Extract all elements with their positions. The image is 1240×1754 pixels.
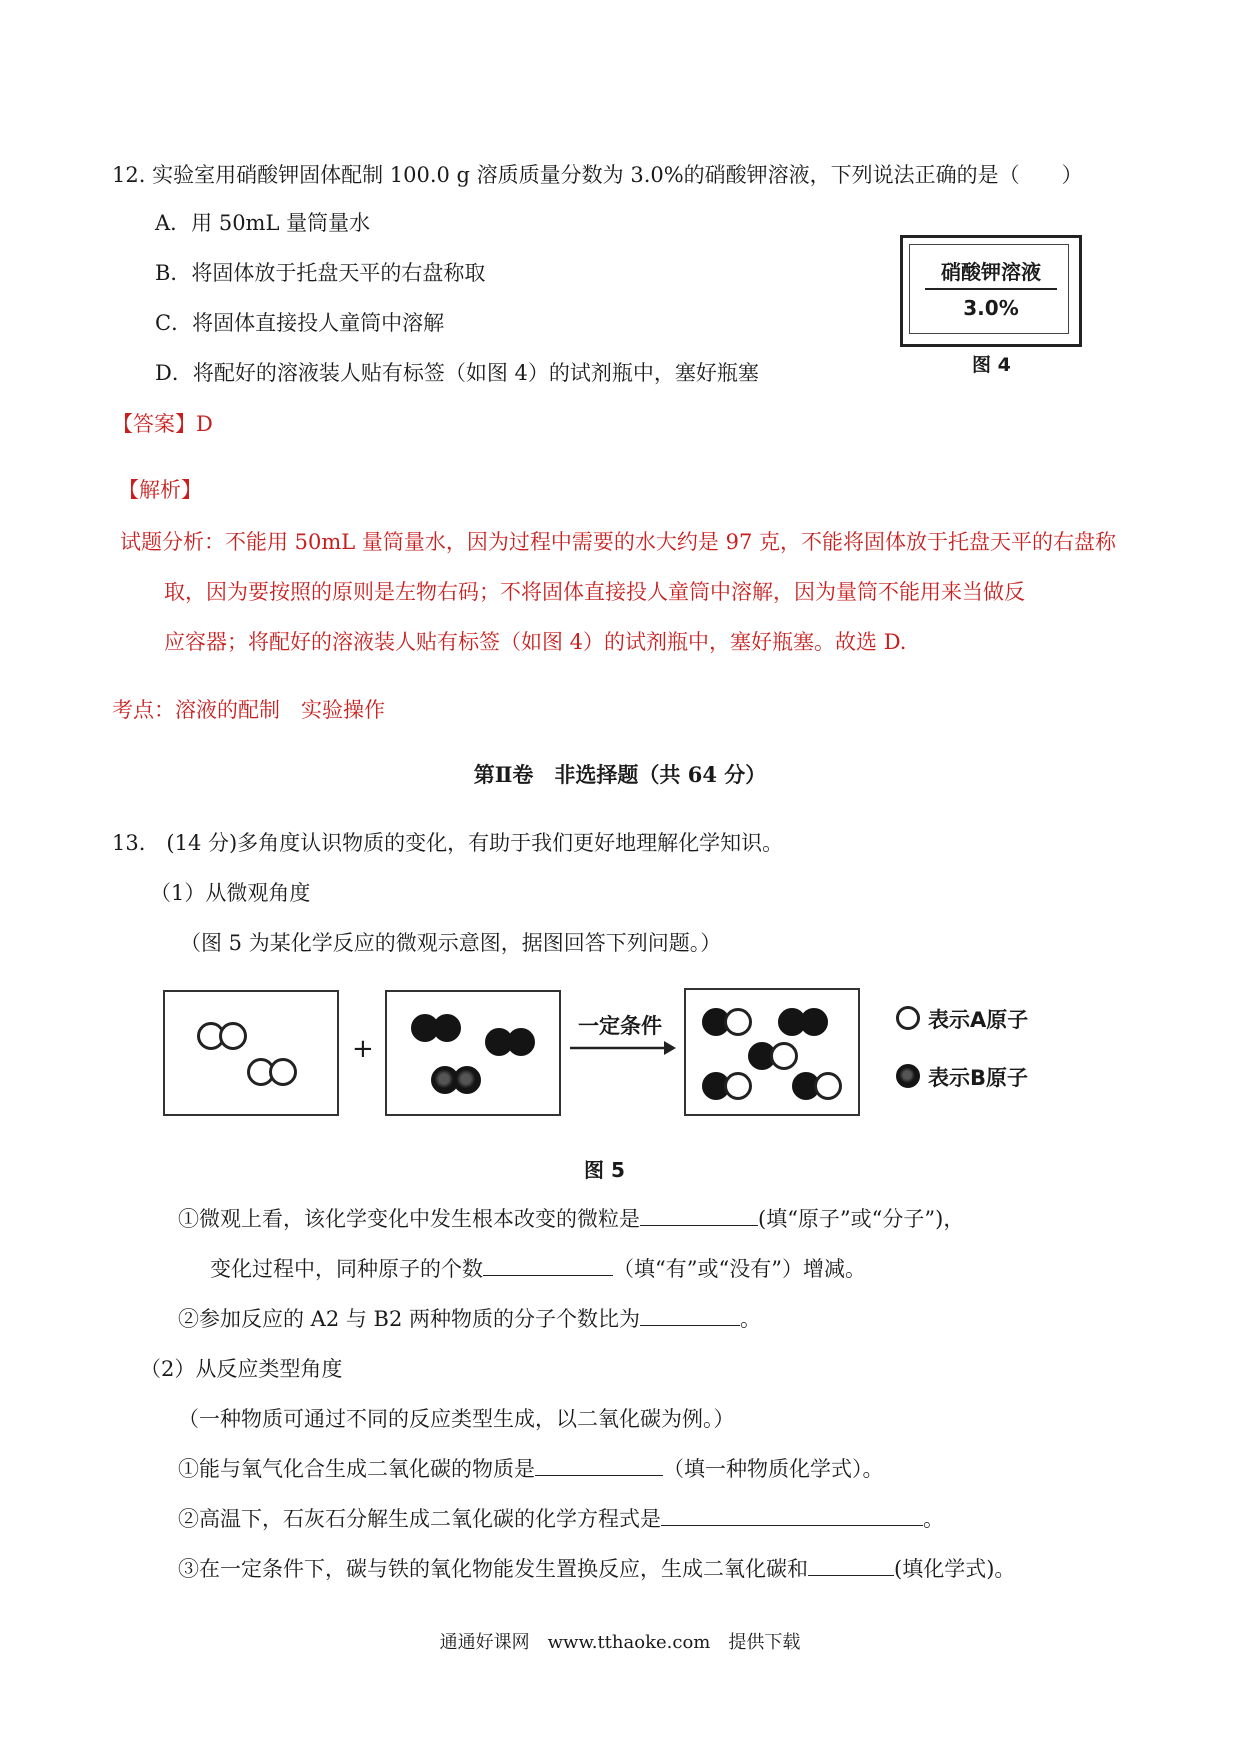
q13-2-c-hint: (填化学式)。 (894, 1557, 1016, 1581)
q13-2-a-hint: （填一种物质化学式）。 (663, 1457, 884, 1481)
a-atom (269, 1058, 297, 1086)
a-atom (814, 1072, 842, 1100)
q13-part2-title: （2）从反应类型角度 (140, 1357, 343, 1381)
answer-value: D (196, 412, 213, 436)
q13-part1-note: （图 5 为某化学反应的微观示意图，据图回答下列问题。） (180, 931, 722, 955)
q13-2-b (178, 1504, 944, 1534)
analysis-line-1: 试题分析：不能用 50mL 量筒量水，因为过程中需要的水大约是 97 克，不能将固体放于托盘天平的右盘称 (120, 530, 1116, 554)
answer-blank[interactable] (808, 1555, 894, 1576)
q13-2-a (178, 1454, 884, 1484)
a-atom (219, 1022, 247, 1050)
reaction-arrow-icon (568, 1038, 678, 1058)
figure-4-caption: 图 4 (972, 354, 1011, 376)
figure-4-label-line1: 硝酸钾溶液 (941, 260, 1041, 284)
reactant-b2-box (385, 990, 561, 1116)
q13-2-c (178, 1554, 1015, 1584)
answer-blank[interactable] (640, 1205, 758, 1226)
q13-1-a-hint: (填“原子”或“分子”)， (758, 1207, 965, 1231)
answer-line (112, 408, 213, 438)
plus-sign: + (352, 1034, 374, 1064)
arrow-label: 一定条件 (578, 1014, 662, 1038)
q13-1-b (210, 1254, 866, 1284)
q12-stem: 12. 实验室用硝酸钾固体配制 100.0 g 溶质质量分数为 3.0%的硝酸钾溶液，下列说法正确的是（ ） (112, 163, 1083, 187)
q13-2-a-text: ①能与氧气化合生成二氧化碳的物质是 (178, 1457, 535, 1481)
analysis-line-3: 应容器；将配好的溶液装人贴有标签（如图 4）的试剂瓶中，塞好瓶塞。故选 D. (164, 630, 907, 654)
q13-stem: 13. (14 分)多角度认识物质的变化，有助于我们更好地理解化学知识。 (112, 831, 784, 855)
figure-4-label-line2: 3.0% (963, 296, 1019, 320)
legend-a-icon (896, 1006, 920, 1030)
q12-option-a: A．用 50mL 量筒量水 (155, 211, 371, 235)
analysis-tag: 【解析】 (118, 478, 202, 502)
q13-1-a (178, 1204, 964, 1234)
q12-option-b: B．将固体放于托盘天平的右盘称取 (155, 261, 486, 285)
q12-option-c: C．将固体直接投人童筒中溶解 (155, 311, 445, 335)
analysis-line-2: 取，因为要按照的原则是左物右码；不将固体直接投人童筒中溶解，因为量筒不能用来当做反 (164, 580, 1025, 604)
figure-5-caption: 图 5 (584, 1158, 625, 1182)
q12-option-d: D．将配好的溶液装人贴有标签（如图 4）的试剂瓶中，塞好瓶塞 (155, 361, 759, 385)
legend-b-icon (896, 1064, 920, 1088)
q13-part2-note: （一种物质可通过不同的反应类型生成，以二氧化碳为例。） (178, 1407, 735, 1431)
q13-1-b-hint: （填“有”或“没有”）增减。 (613, 1257, 866, 1281)
a-atom (724, 1008, 752, 1036)
b-atom (507, 1028, 535, 1056)
b-atom (800, 1008, 828, 1036)
q13-1-a-text: ①微观上看，该化学变化中发生根本改变的微粒是 (178, 1207, 640, 1231)
q13-1-c-text: ②参加反应的 A2 与 B2 两种物质的分子个数比为 (178, 1307, 641, 1331)
product-box (684, 988, 860, 1116)
answer-blank[interactable] (661, 1505, 923, 1526)
reactant-a2-box (163, 990, 339, 1116)
answer-tag: 【答案】 (112, 412, 196, 436)
answer-blank[interactable] (483, 1255, 613, 1276)
q13-1-c (178, 1304, 761, 1334)
kaodian: 考点：溶液的配制 实验操作 (112, 698, 385, 722)
q13-part1-title: （1）从微观角度 (150, 881, 311, 905)
q13-2-c-text: ③在一定条件下，碳与铁的氧化物能发生置换反应，生成二氧化碳和 (178, 1557, 808, 1581)
q13-2-b-end: 。 (923, 1507, 944, 1531)
q13-1-b-text: 变化过程中，同种原子的个数 (210, 1257, 483, 1281)
b-atom (453, 1066, 481, 1094)
q13-1-c-end: 。 (740, 1307, 762, 1331)
answer-blank[interactable] (535, 1455, 663, 1476)
a-atom (724, 1072, 752, 1100)
figure-4 (900, 235, 1080, 345)
a-atom (770, 1042, 798, 1070)
legend-a-label: 表示A原子 (928, 1008, 1029, 1032)
page-footer: 通通好课网 www.tthaoke.com 提供下载 (439, 1632, 801, 1653)
q13-2-b-text: ②高温下，石灰石分解生成二氧化碳的化学方程式是 (178, 1507, 661, 1531)
answer-blank[interactable] (640, 1305, 740, 1326)
b-atom (433, 1014, 461, 1042)
figure-4-rule (925, 288, 1057, 290)
section-title: 第Ⅱ卷 非选择题（共 64 分） (473, 762, 767, 787)
legend-b-label: 表示B原子 (928, 1066, 1029, 1090)
